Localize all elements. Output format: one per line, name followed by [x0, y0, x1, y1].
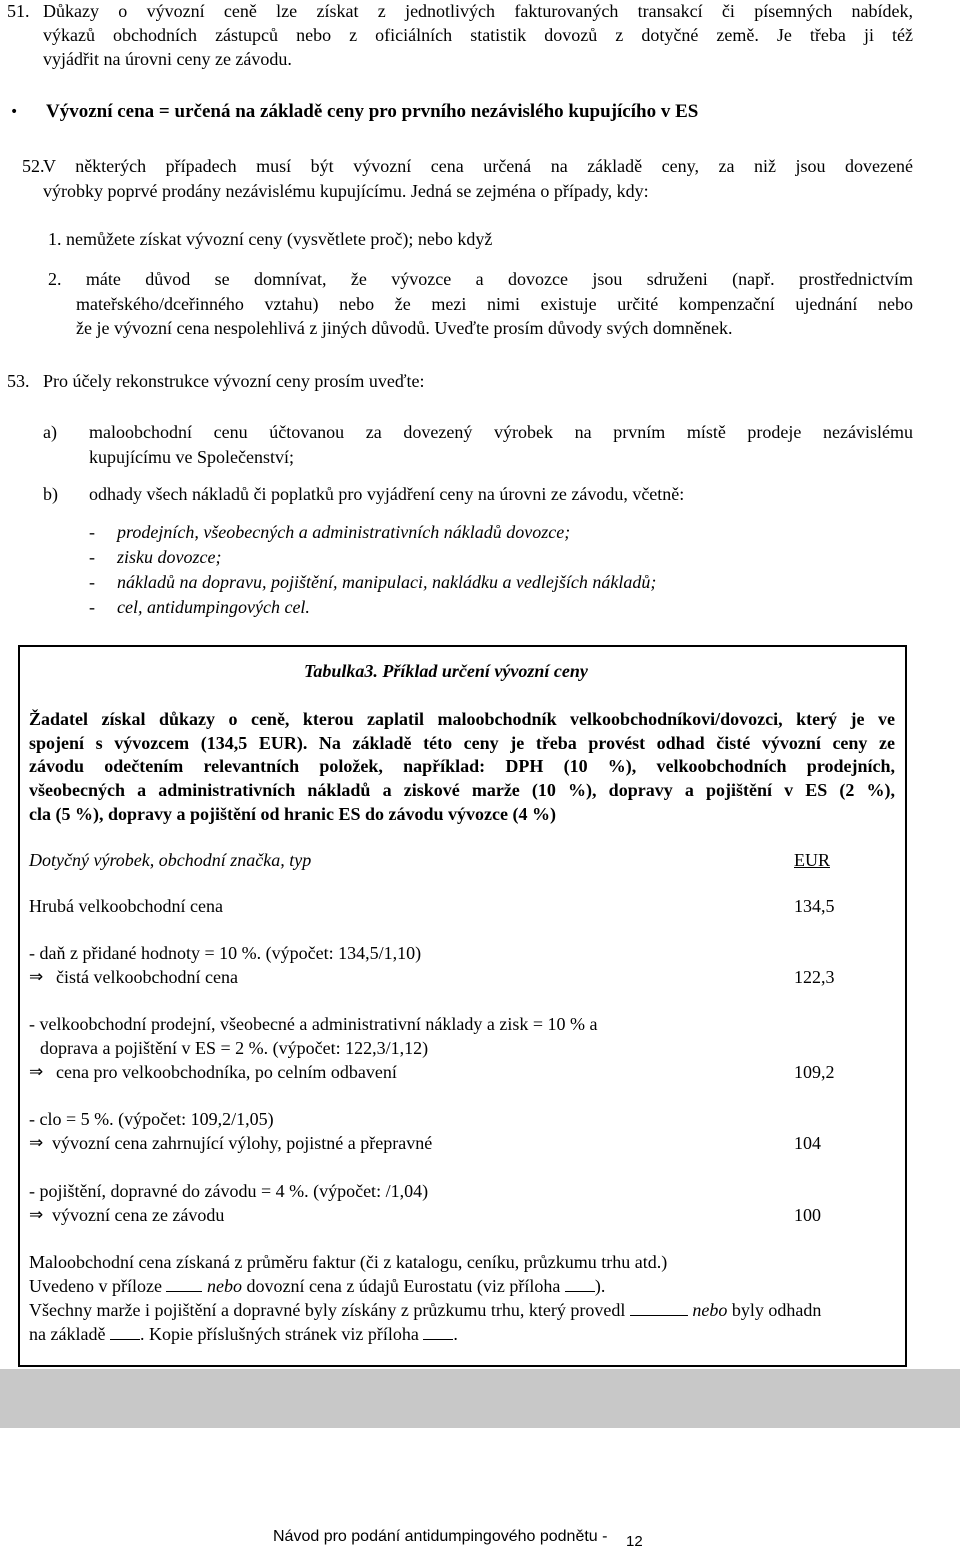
para-52-item2-line1: 2. máte důvod se domnívat, že vývozce a dovozce jsou sdruženi (např. prostřednictvím — [48, 269, 913, 289]
arrow-icon: ⇒ — [29, 967, 44, 987]
column-header-unit: EUR — [794, 850, 830, 870]
note-line-3 — [29, 1299, 821, 1321]
note-line-4 — [29, 1323, 458, 1345]
para-53-b-label: b) — [43, 484, 58, 504]
para-52-line2: výrobky poprvé prodány nezávislému kupujícímu. Jedná se zejména o případy, kdy: — [43, 181, 649, 201]
table-intro-line: závodu odečtením relevantních položek, například: DPH (10 %), velkoobchodních prodejních, — [29, 756, 895, 776]
para-52-number: 52. — [22, 156, 45, 176]
note-text: dovozní cena z údajů Eurostatu (viz příloha — [246, 1276, 561, 1296]
row-ws-label: cena pro velkoobchodníka, po celním odbavení — [56, 1062, 397, 1082]
para-53-b-text: odhady všech nákladů či poplatků pro vyjádření ceny na úrovni ze závodu, včetně: — [89, 484, 685, 504]
blank-field — [565, 1277, 595, 1292]
row-gross-label: Hrubá velkoobchodní cena — [29, 896, 223, 916]
bullet-icon: • — [10, 104, 19, 120]
para-52-item2-line3: že je vývozní cena nespolehlivá z jiných důvodů. Uveďte prosím důvody svých domněnek. — [76, 318, 733, 338]
para-53-text: Pro účely rekonstrukce vývozní ceny prosím uveďte: — [43, 371, 425, 391]
note-line-2 — [29, 1275, 605, 1297]
row-ws-calc-2: doprava a pojištění v ES = 2 %. (výpočet: 122,3/1,12) — [40, 1038, 429, 1058]
note-text: Uvedeno v příloze — [29, 1276, 162, 1296]
para-52-line1: V některých případech musí být vývozní cena určená na základě ceny, za niž jsou dovezené — [43, 156, 913, 176]
sub-item: cel, antidumpingových cel. — [117, 597, 310, 617]
column-header-product: Dotyčný výrobek, obchodní značka, typ — [29, 850, 312, 870]
row-net-value: 122,3 — [794, 967, 835, 987]
bullet-text: Vývozní cena = určená na základě ceny pro prvního nezávislého kupujícího v ES — [46, 101, 699, 122]
row-incl-value: 104 — [794, 1133, 821, 1153]
sub-item: nákladů na dopravu, pojištění, manipulaci, nakládku a vedlejších nákladů; — [117, 572, 657, 592]
page-number: 12 — [626, 1533, 643, 1550]
note-text: . — [453, 1324, 458, 1344]
note-text: ). — [594, 1276, 606, 1296]
para-53-a-line1: maloobchodní cenu účtovanou za dovezený výrobek na prvním místě prodeje nezávislému — [89, 422, 913, 442]
table-intro-line: spojení s vývozcem (134,5 EUR). Na základě této ceny je třeba provést odhad čisté vývozní ceny ze — [29, 733, 895, 753]
para-53-number: 53. — [7, 371, 30, 391]
row-ws-value: 109,2 — [794, 1062, 835, 1082]
footer-text: Návod pro podání antidumpingového podnětu - — [273, 1528, 608, 1545]
para-53-a-line2: kupujícímu ve Společenství; — [89, 447, 294, 467]
blank-field — [110, 1325, 140, 1340]
arrow-icon: ⇒ — [29, 1133, 44, 1153]
arrow-icon: ⇒ — [29, 1205, 44, 1225]
row-net-label: čistá velkoobchodní cena — [56, 967, 238, 987]
para-52-item2-line2: mateřského/dceřinného vztahu) nebo že mezi nimi existuje určité kompenzační ujednání nebo — [76, 294, 913, 314]
note-text: Všechny marže i pojištění a dopravné byly získány z průzkumu trhu, který provedl — [29, 1300, 626, 1320]
example-table-box — [18, 645, 907, 1367]
row-ws-calc-1: - velkoobchodní prodejní, všeobecné a administrativní náklady a zisk = 10 % a — [29, 1014, 598, 1034]
para-51-line1: Důkazy o vývozní ceně lze získat z jednotlivých fakturovaných transakcí či písemných nabídek, — [43, 1, 913, 21]
sub-dash: - — [89, 522, 95, 542]
note-text: . Kopie příslušných stránek viz příloha — [139, 1324, 419, 1344]
para-51-line2: výkazů obchodních zástupců nebo z oficiálních statistik dovozů z dotyčné země. Je třeba ji též — [43, 25, 913, 45]
gray-band — [0, 1369, 960, 1428]
row-gross-value: 134,5 — [794, 896, 835, 916]
row-ins-calc: - pojištění, dopravné do závodu = 4 %. (výpočet: /1,04) — [29, 1181, 429, 1201]
para-53-a-label: a) — [43, 422, 57, 442]
row-exw-value: 100 — [794, 1205, 821, 1225]
note-line-1: Maloobchodní cena získaná z průměru faktur (či z katalogu, ceníku, průzkumu trhu atd.) — [29, 1252, 668, 1272]
sub-dash: - — [89, 547, 95, 567]
para-52-item1: 1. nemůžete získat vývozní ceny (vysvětlete proč); nebo když — [48, 229, 493, 249]
sub-item: zisku dovozce; — [117, 547, 222, 567]
blank-field — [423, 1325, 453, 1340]
note-or: nebo — [692, 1300, 728, 1320]
sub-dash: - — [89, 597, 95, 617]
blank-field — [630, 1301, 688, 1316]
note-or: nebo — [206, 1276, 242, 1296]
note-text: na základě — [29, 1324, 106, 1344]
arrow-icon: ⇒ — [29, 1062, 44, 1082]
table-intro-line: cla (5 %), dopravy a pojištění od hranic ES do závodu vývozce (4 %) — [29, 804, 557, 824]
row-duty-calc: - clo = 5 %. (výpočet: 109,2/1,05) — [29, 1109, 274, 1129]
sub-dash: - — [89, 572, 95, 592]
para-51-line3: vyjádřit na úrovni ceny ze závodu. — [43, 49, 292, 69]
table-intro-line: všeobecných a administrativních nákladů a ziskové marže (10 %), dopravy a pojištění v ES (2 %), — [29, 780, 895, 800]
para-51-number: 51. — [7, 1, 30, 21]
sub-item: prodejních, všeobecných a administrativních nákladů dovozce; — [117, 522, 571, 542]
row-exw-label: vývozní cena ze závodu — [52, 1205, 225, 1225]
table-intro-line: Žadatel získal důkazy o ceně, kterou zaplatil maloobchodník velkoobchodníkovi/dovozci, který je ve — [29, 709, 895, 729]
row-vat-calc: - daň z přidané hodnoty = 10 %. (výpočet: 134,5/1,10) — [29, 943, 422, 963]
table-title: Tabulka3. Příklad určení vývozní ceny — [304, 661, 588, 681]
note-text: byly odhadn — [731, 1300, 822, 1320]
row-incl-label: vývozní cena zahrnující výlohy, pojistné a přepravné — [52, 1133, 433, 1153]
blank-field — [166, 1277, 202, 1292]
